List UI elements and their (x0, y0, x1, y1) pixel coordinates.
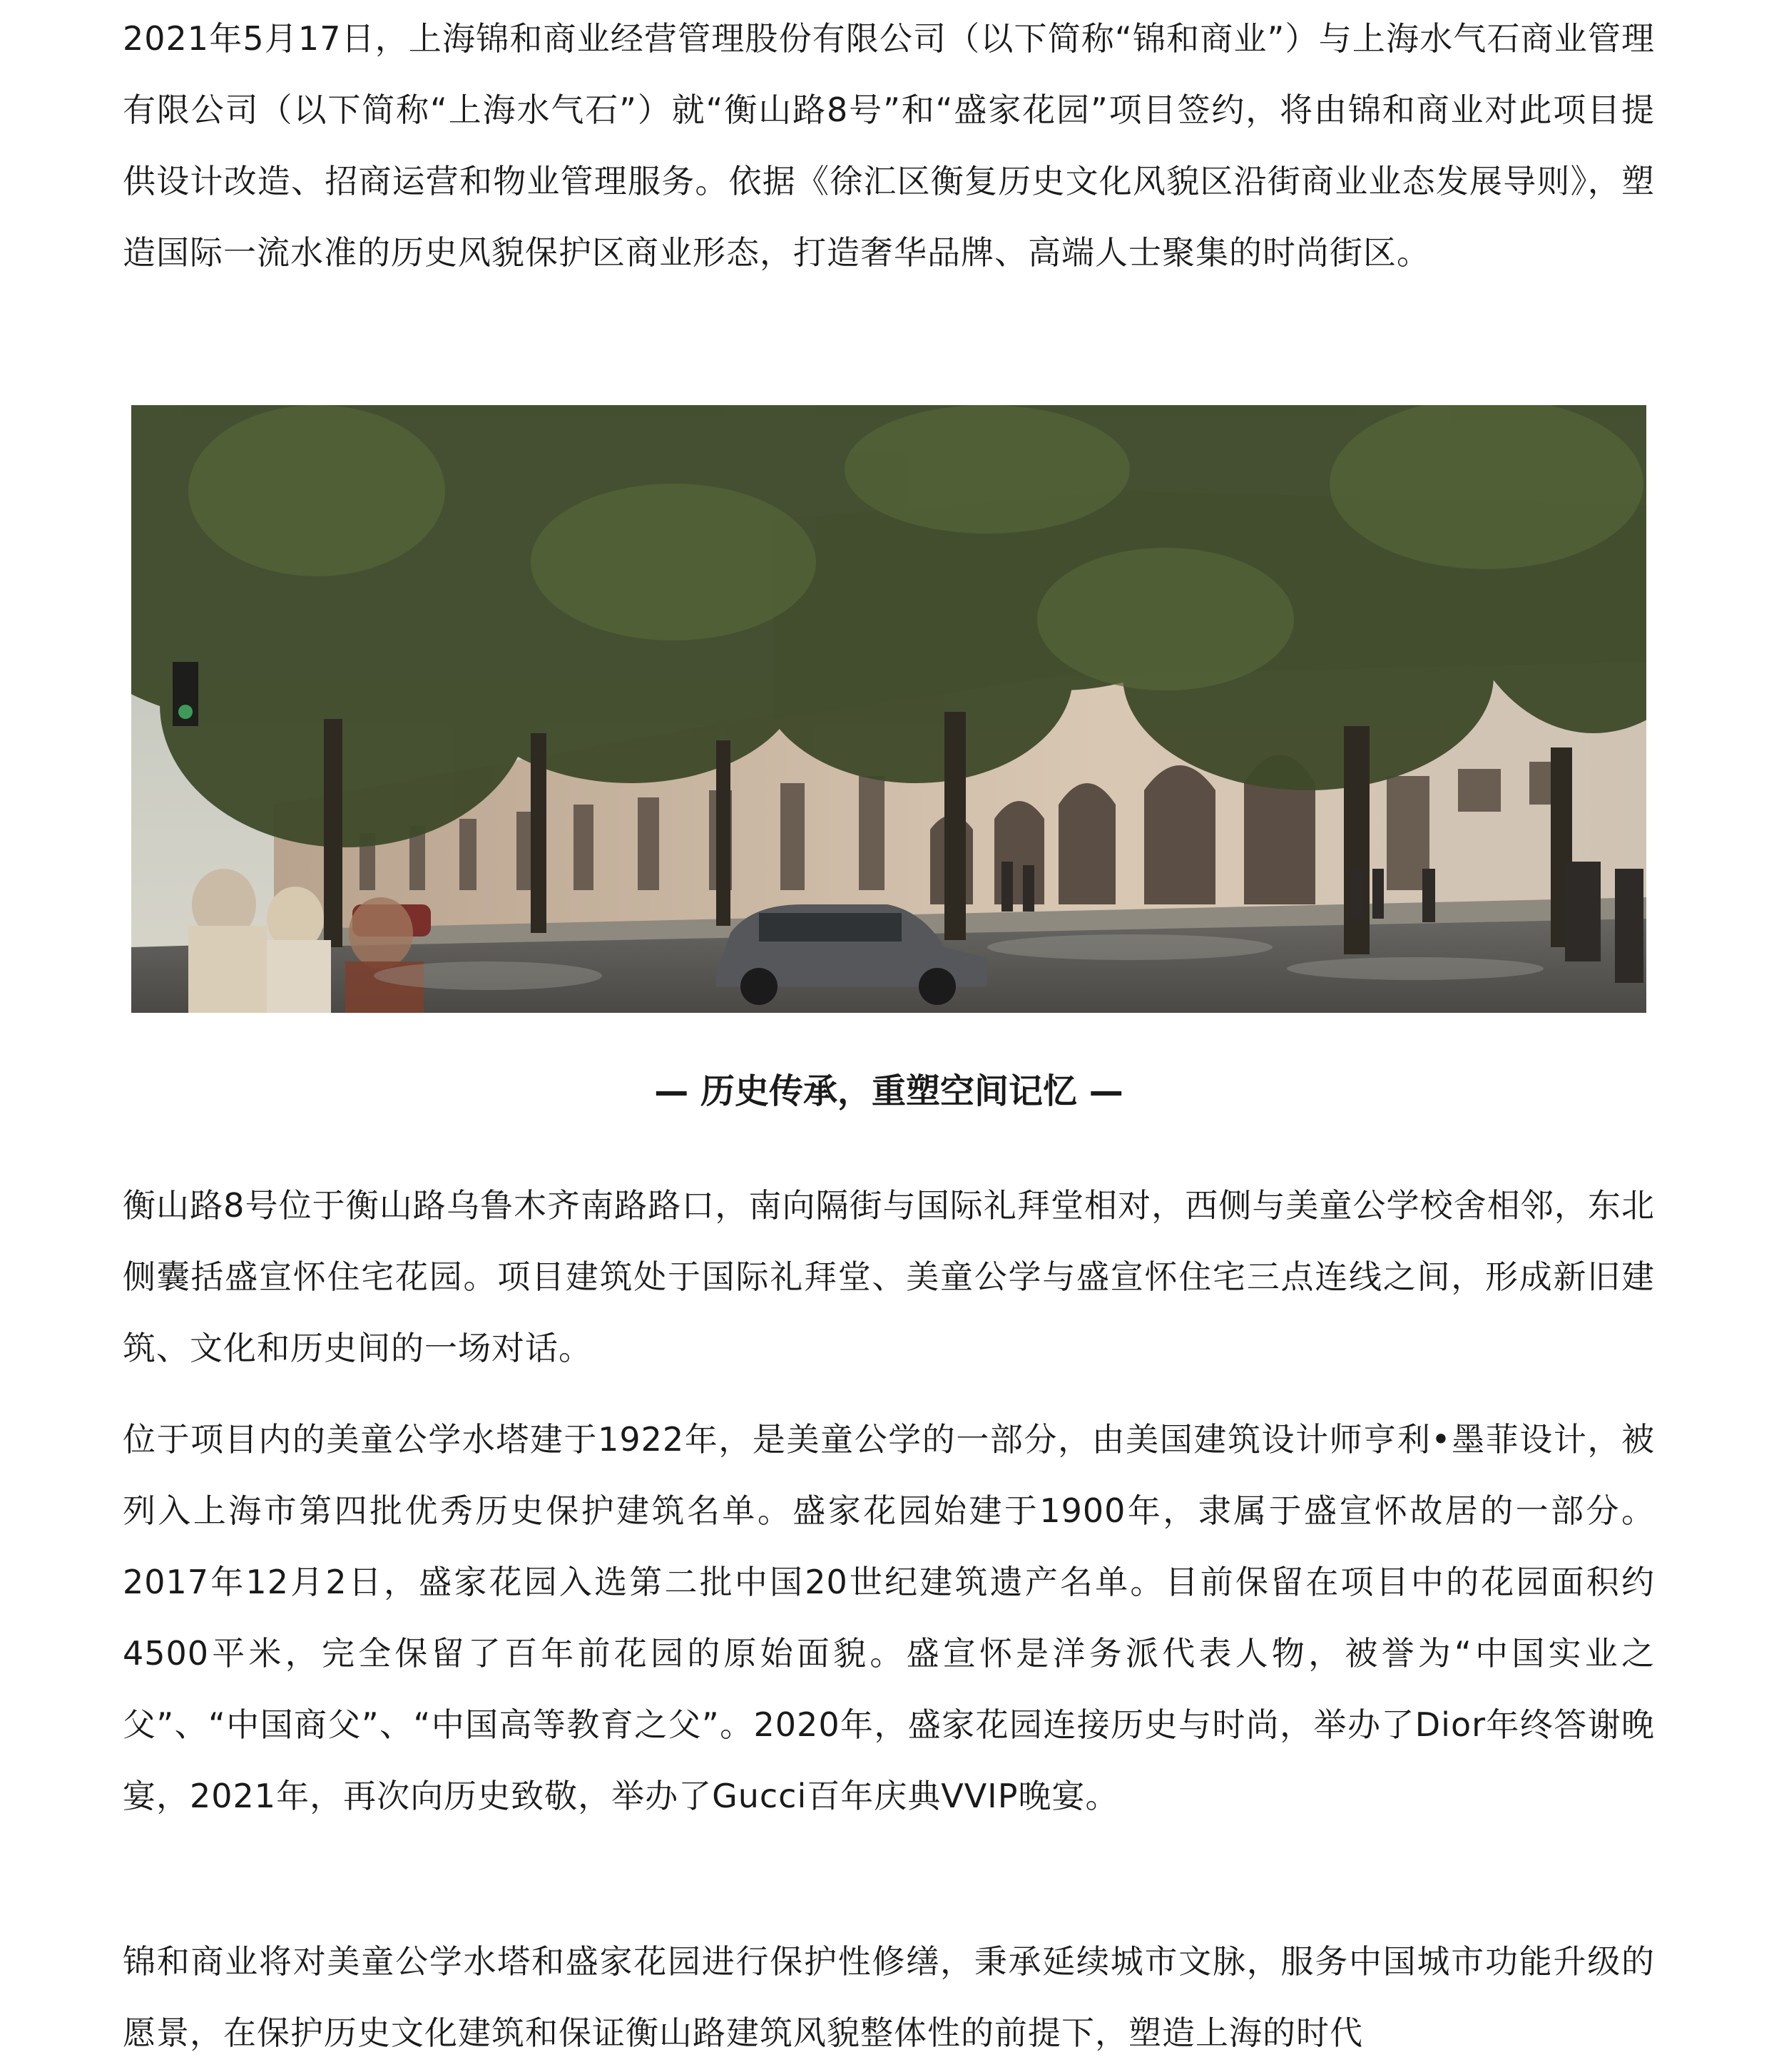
location-paragraph: 衡山路8号位于衡山路乌鲁木齐南路路口，南向隔街与国际礼拜堂相对，西侧与美童公学校舍相邻，东北侧囊括盛宣怀住宅花园。项目建筑处于国际礼拜堂、美童公学与盛宣怀住宅三点连线之间，形成新旧建筑、文化和历史间的一场对话。 (123, 1186, 1655, 1367)
street-photo (131, 405, 1646, 1013)
vision-paragraph: 锦和商业将对美童公学水塔和盛家花园进行保护性修缮，秉承延续城市文脉，服务中国城市功能升级的愿景，在保护历史文化建筑和保证衡山路建筑风貌整体性的前提下，塑造上海的时代 (123, 1942, 1655, 2052)
street-scene-illustration (131, 405, 1646, 1013)
section-caption: — 历史传承，重塑空间记忆 — (654, 1071, 1123, 1111)
history-paragraph: 位于项目内的美童公学水塔建于1922年，是美童公学的一部分，由美国建筑设计师亨利•墨菲设计，被列入上海市第四批优秀历史保护建筑名单。盛家花园始建于1900年，隶属于盛宣怀故居的一部分。2017年12月2日，盛家花园入选第二批中国20世纪建筑遗产名单。目前保留在项目中的花园面积约4500平米，完全保留了百年前花园的原始面貌。盛宣怀是洋务派代表人物，被誉为“中国实业之父”、“中国商父”、“中国高等教育之父”。2020年，盛家花园连接历史与时尚，举办了Dior年终答谢晚宴，2021年，再次向历史致敬，举办了Gucci百年庆典VVIP晚宴。 (123, 1420, 1655, 1815)
intro-paragraph: 2021年5月17日，上海锦和商业经营管理股份有限公司（以下简称“锦和商业”）与上海水气石商业管理有限公司（以下简称“上海水气石”）就“衡山路8号”和“盛家花园”项目签约，将由锦和商业对此项目提供设计改造、招商运营和物业管理服务。依据《徐汇区衡复历史文化风貌区沿街商业业态发展导则》，塑造国际一流水准的历史风貌保护区商业形态，打造奢华品牌、高端人士聚集的时尚街区。 (123, 19, 1655, 272)
